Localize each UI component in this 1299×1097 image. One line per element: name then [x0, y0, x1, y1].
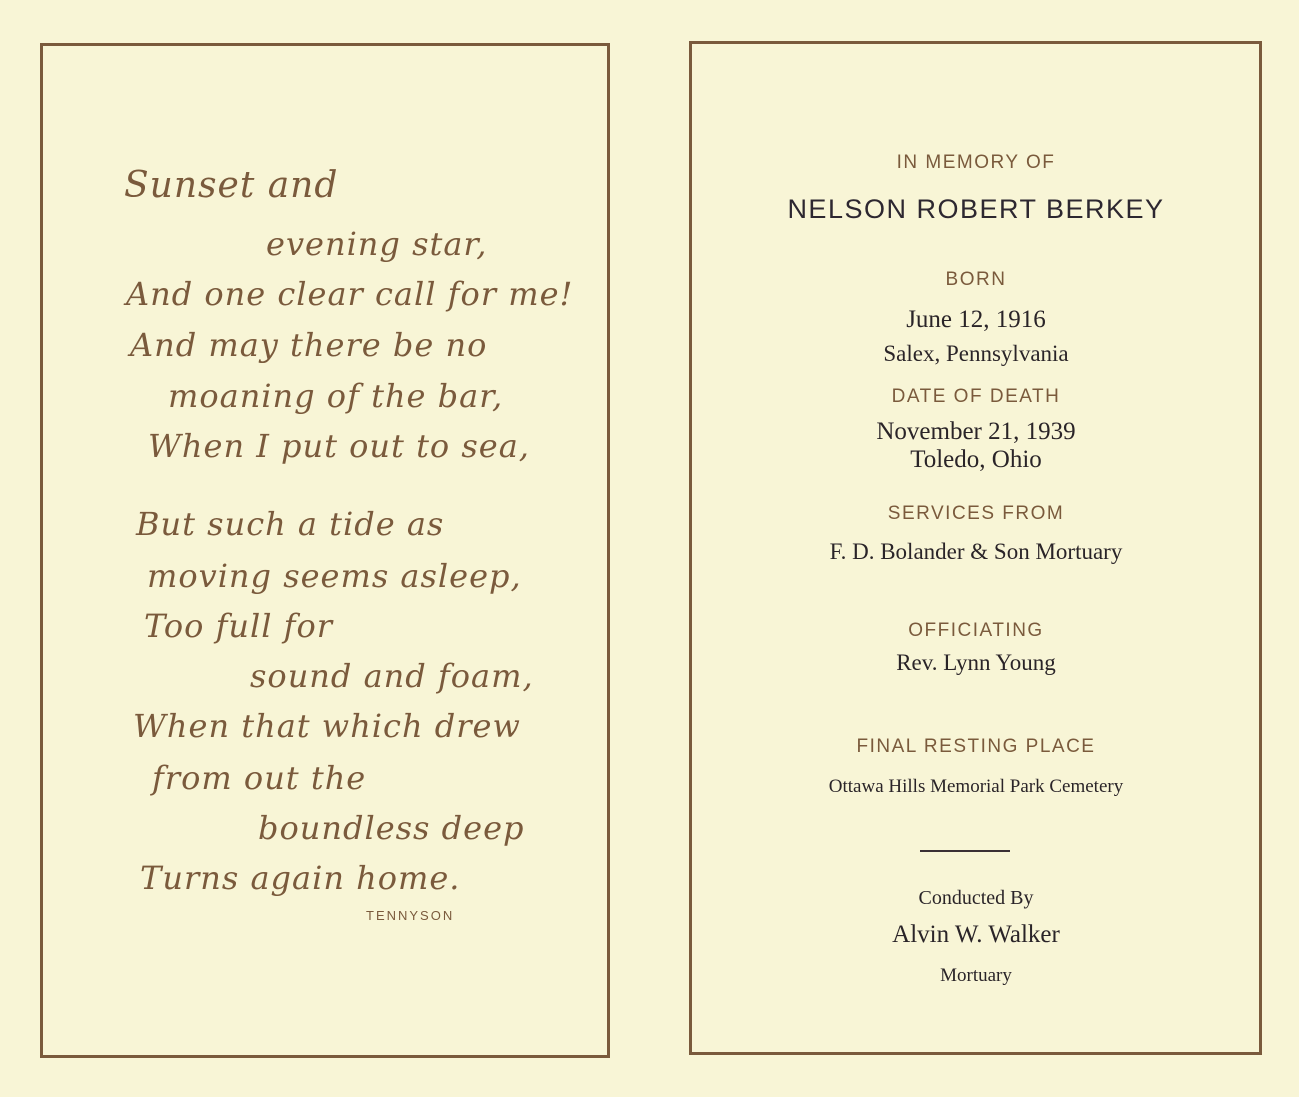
- services-label: SERVICES FROM: [887, 503, 1065, 524]
- services-value: F. D. Bolander & Son Mortuary: [829, 539, 1123, 564]
- conducted-label: Conducted By: [918, 887, 1034, 909]
- death-label: DATE OF DEATH: [891, 386, 1061, 407]
- officiating-value: Rev. Lynn Young: [896, 650, 1056, 675]
- officiating-label: OFFICIATING: [908, 620, 1044, 641]
- born-label: BORN: [945, 269, 1007, 290]
- poem-line: Sunset and: [124, 165, 339, 206]
- resting-value: Ottawa Hills Memorial Park Cemetery: [828, 776, 1124, 797]
- poem-line: And one clear call for me!: [126, 275, 574, 313]
- poem-attribution: TENNYSON: [366, 908, 455, 923]
- poem-line: And may there be no: [130, 326, 488, 364]
- poem-line: But such a tide as: [136, 505, 445, 543]
- born-date: June 12, 1916: [906, 306, 1046, 333]
- poem-line: Too full for: [144, 607, 334, 645]
- poem-line: sound and foam,: [250, 657, 534, 695]
- poem-line: from out the: [152, 759, 367, 797]
- divider: [920, 850, 1010, 852]
- conducted-name: Alvin W. Walker: [892, 921, 1060, 948]
- poem-line: moving seems asleep,: [147, 557, 522, 595]
- poem-line: moaning of the bar,: [168, 377, 504, 415]
- memorial-heading: IN MEMORY OF: [896, 152, 1056, 173]
- conducted-org: Mortuary: [940, 965, 1012, 986]
- poem-line: When I put out to sea,: [148, 427, 530, 465]
- born-place: Salex, Pennsylvania: [883, 341, 1069, 366]
- deceased-name: NELSON ROBERT BERKEY: [787, 194, 1165, 224]
- poem-line: evening star,: [266, 225, 488, 263]
- poem-line: boundless deep: [258, 809, 525, 847]
- death-place: Toledo, Ohio: [910, 446, 1042, 473]
- resting-label: FINAL RESTING PLACE: [856, 736, 1096, 757]
- poem-line: When that which drew: [133, 707, 521, 745]
- death-date: November 21, 1939: [876, 418, 1076, 445]
- poem-line: Turns again home.: [140, 859, 461, 897]
